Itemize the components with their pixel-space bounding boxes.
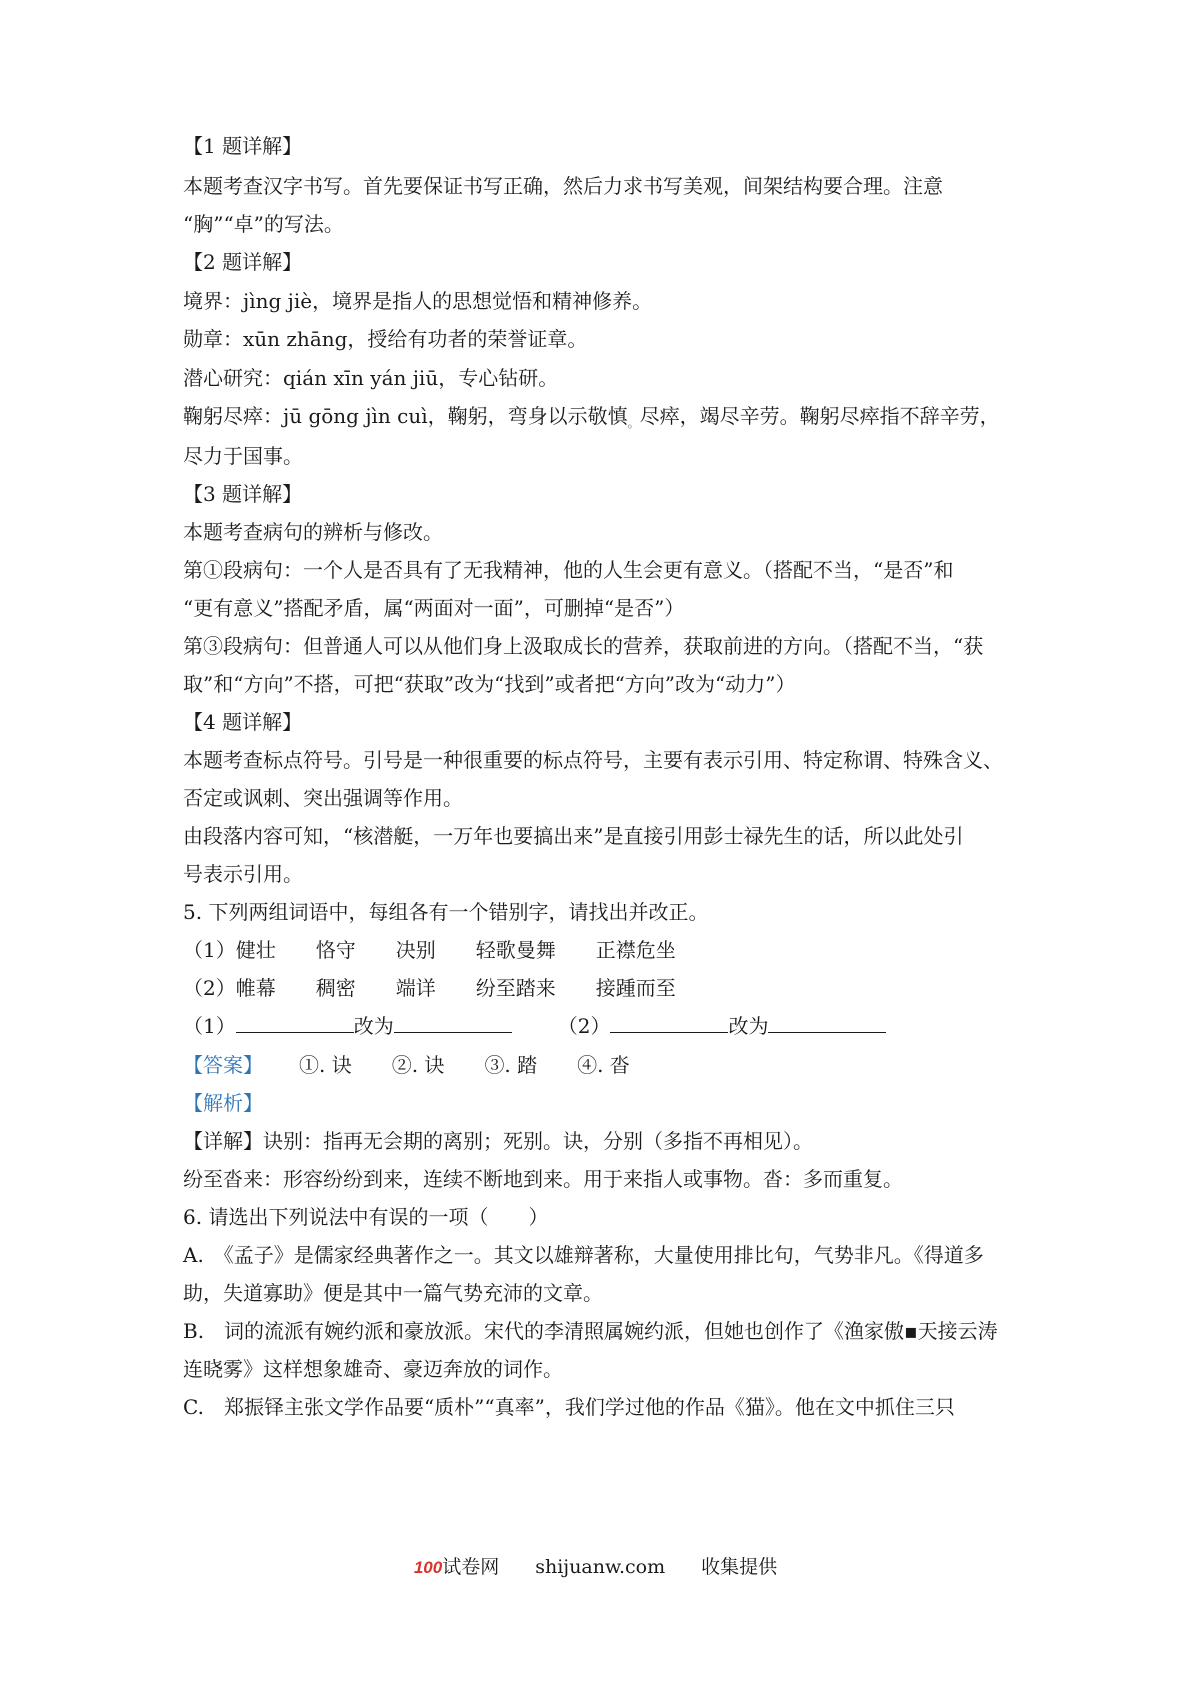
word-item: 端详 xyxy=(395,976,436,1000)
section-2-text: 勋章：xūn zhāng，授给有功者的荣誉证章。 xyxy=(183,327,588,351)
section-3-text: 本题考查病句的辨析与修改。 xyxy=(183,520,443,544)
fill-label: （2） xyxy=(557,1014,611,1038)
answer-item: ③. 踏 xyxy=(484,1053,538,1077)
answer-label: 【答案】 xyxy=(183,1053,263,1077)
answer-item: ①. 诀 xyxy=(299,1053,352,1077)
answer-blank[interactable] xyxy=(768,1014,886,1033)
fill-connector: 改为 xyxy=(728,1014,769,1038)
section-1-text: 本题考查汉字书写。首先要保证书写正确，然后力求书写美观，间架结构要合理。注意 xyxy=(183,174,943,198)
section-4-text: 否定或讽刺、突出强调等作用。 xyxy=(183,786,463,810)
answer-blank[interactable] xyxy=(236,1014,354,1033)
footer-note: 收集提供 xyxy=(701,1556,778,1578)
word-item: 正襟危坐 xyxy=(595,938,676,962)
section-3-text: “更有意义”搭配矛盾，属“两面对一面”，可删掉“是否”） xyxy=(183,596,685,620)
question-5-detail: 纷至沓来：形容纷纷到来，连续不断地到来。用于来指人或事物。沓：多而重复。 xyxy=(183,1167,903,1191)
section-2-stray-mark: 。 xyxy=(627,416,640,430)
page-footer xyxy=(0,1553,1191,1582)
word-item: 纷至踏来 xyxy=(475,976,556,1000)
question-5-detail: 【详解】诀别：指再无会期的离别；死别。诀，分别（多指不再相见）。 xyxy=(183,1129,813,1153)
question-5-group-2 xyxy=(183,974,1023,1002)
section-2-text xyxy=(183,402,1023,437)
section-1-heading: 【1 题详解】 xyxy=(183,134,303,158)
question-5-stem: 5. 下列两组词语中，每组各有一个错别字，请找出并改正。 xyxy=(183,900,709,924)
word-item: 健壮 xyxy=(235,938,276,962)
section-3-text: 第③段病句：但普通人可以从他们身上汲取成长的营养，获取前进的方向。（搭配不当，“获 xyxy=(183,634,984,658)
fill-connector: 改为 xyxy=(353,1014,394,1038)
section-2-text: 尽力于国事。 xyxy=(183,444,303,468)
section-4-text: 号表示引用。 xyxy=(183,862,303,886)
question-5-group-1 xyxy=(183,936,1023,964)
question-6-stem: 6. 请选出下列说法中有误的一项（ ） xyxy=(183,1205,549,1229)
section-2-text-part: 尽瘁，竭尽辛劳。鞠躬尽瘁指不辞辛劳， xyxy=(639,404,1000,428)
section-2-heading: 【2 题详解】 xyxy=(183,250,303,274)
section-1-text: “胸”“卓”的写法。 xyxy=(183,212,344,236)
section-2-text: 境界：jìng jiè，境界是指人的思想觉悟和精神修养。 xyxy=(183,289,653,313)
option-c: C. 郑振铎主张文学作品要“质朴”“真率”，我们学过他的作品《猫》。他在文中抓住三只 xyxy=(183,1395,955,1419)
site-domain-link[interactable]: shijuanw.com xyxy=(535,1556,666,1578)
answer-blank[interactable] xyxy=(394,1014,512,1033)
section-4-text: 由段落内容可知，“核潜艇，一万年也要搞出来”是直接引用彭士禄先生的话，所以此处引 xyxy=(183,824,964,848)
word-item: 恪守 xyxy=(315,938,356,962)
word-item: 接踵而至 xyxy=(595,976,676,1000)
option-a: A. 《孟子》是儒家经典著作之一。其文以雄辩著称，大量使用排比句，气势非凡。《得道多 xyxy=(183,1243,984,1267)
question-5-answer xyxy=(183,1051,1023,1079)
word-item: 轻歌曼舞 xyxy=(475,938,556,962)
section-4-heading: 【4 题详解】 xyxy=(183,710,303,734)
group-label: （1） xyxy=(183,938,236,962)
answer-blank[interactable] xyxy=(610,1014,728,1033)
answer-item: ④. 沓 xyxy=(577,1053,630,1077)
section-3-text: 取”和“方向”不搭，可把“获取”改为“找到”或者把“方向”改为“动力”） xyxy=(183,672,796,696)
option-b-cont: 连晓雾》这样想象雄奇、豪迈奔放的词作。 xyxy=(183,1357,563,1381)
group-label: （2） xyxy=(183,976,236,1000)
fill-label: （1） xyxy=(183,1014,236,1038)
word-item: 稠密 xyxy=(315,976,356,1000)
section-2-text-part: 鞠躬尽瘁：jū gōng jìn cuì，鞠躬，弯身以示敬慎 xyxy=(183,404,628,428)
answer-item: ②. 诀 xyxy=(391,1053,445,1077)
section-4-text: 本题考查标点符号。引号是一种很重要的标点符号，主要有表示引用、特定称谓、特殊含义、 xyxy=(183,748,1003,772)
site-logo: 100 xyxy=(413,1558,443,1577)
word-item: 帷幕 xyxy=(235,976,276,1000)
section-2-text: 潜心研究：qián xīn yán jiū，专心钻研。 xyxy=(183,366,559,390)
word-item: 决别 xyxy=(395,938,436,962)
section-3-heading: 【3 题详解】 xyxy=(183,482,303,506)
option-b: B. 词的流派有婉约派和豪放派。宋代的李清照属婉约派，但她也创作了《渔家傲▪天接云涛 xyxy=(183,1319,998,1343)
section-3-text: 第①段病句：一个人是否具有了无我精神，他的人生会更有意义。（搭配不当，“是否”和 xyxy=(183,558,954,582)
option-a-cont: 助，失道寡助》便是其中一篇气势充沛的文章。 xyxy=(183,1281,603,1305)
question-5-fill-blanks xyxy=(183,1012,1023,1040)
question-5-analysis-label: 【解析】 xyxy=(183,1091,263,1115)
site-name: 试卷网 xyxy=(442,1556,500,1578)
